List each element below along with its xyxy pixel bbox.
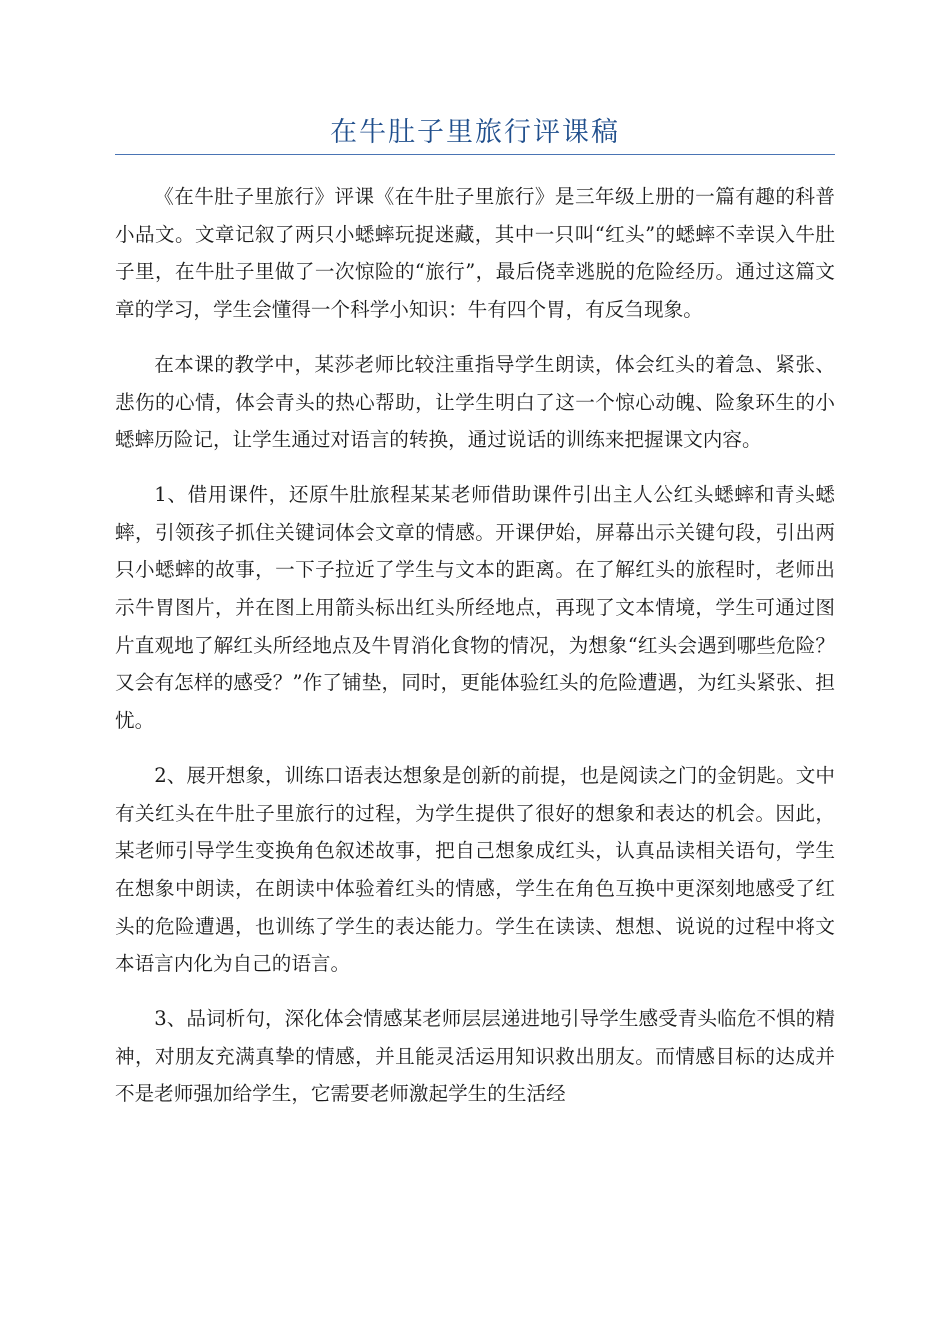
title-underline	[115, 154, 835, 155]
document-title: 在牛肚子里旅行评课稿	[330, 117, 620, 148]
document-body	[115, 178, 835, 1130]
paragraph-teaching-overview: 在本课的教学中，某莎老师比较注重指导学生朗读，体会红头的着急、紧张、悲伤的心情，体会青头的热心帮助，让学生明白了这一个惊心动魄、险象环生的小蟋蟀历险记，让学生通过对语言的转换，通过说话的训练来把握课文内容。	[115, 352, 835, 452]
paragraph-point-1: 1、借用课件，还原牛肚旅程某某老师借助课件引出主人公红头蟋蟀和青头蟋蟀，引领孩子抓住关键词体会文章的情感。开课伊始，屏幕出示关键句段，引出两只小蟋蟀的故事，一下子拉近了学生与文本的距离。在了解红头的旅程时，老师出示牛胃图片，并在图上用箭头标出红头所经地点，再现了文本情境，学生可通过图片直观地了解红头所经地点及牛胃消化食物的情况，为想象“红头会遇到哪些危险？又会有怎样的感受？”作了铺垫，同时，更能体验红头的危险遭遇，为红头紧张、担忧。	[115, 482, 835, 733]
paragraph-intro: 《在牛肚子里旅行》评课《在牛肚子里旅行》是三年级上册的一篇有趣的科普小品文。文章记叙了两只小蟋蟀玩捉迷藏，其中一只叫“红头”的蟋蟀不幸误入牛肚子里，在牛肚子里做了一次惊险的“旅行”，最后侥幸逃脱的危险经历。通过这篇文章的学习，学生会懂得一个科学小知识：牛有四个胃，有反刍现象。	[115, 185, 835, 322]
paragraph-point-2: 2、展开想象，训练口语表达想象是创新的前提，也是阅读之门的金钥匙。文中有关红头在牛肚子里旅行的过程，为学生提供了很好的想象和表达的机会。因此，某老师引导学生变换角色叙述故事，把自己想象成红头，认真品读相关语句，学生在想象中朗读，在朗读中体验着红头的情感，学生在角色互换中更深刻地感受了红头的危险遭遇，也训练了学生的表达能力。学生在读读、想想、说说的过程中将文本语言内化为自己的语言。	[115, 763, 835, 976]
paragraph-point-3: 3、品词析句，深化体会情感某老师层层递进地引导学生感受青头临危不惧的精神，对朋友充满真挚的情感，并且能灵活运用知识救出朋友。而情感目标的达成并不是老师强加给学生，它需要老师激起学生的生活经	[115, 1007, 835, 1106]
